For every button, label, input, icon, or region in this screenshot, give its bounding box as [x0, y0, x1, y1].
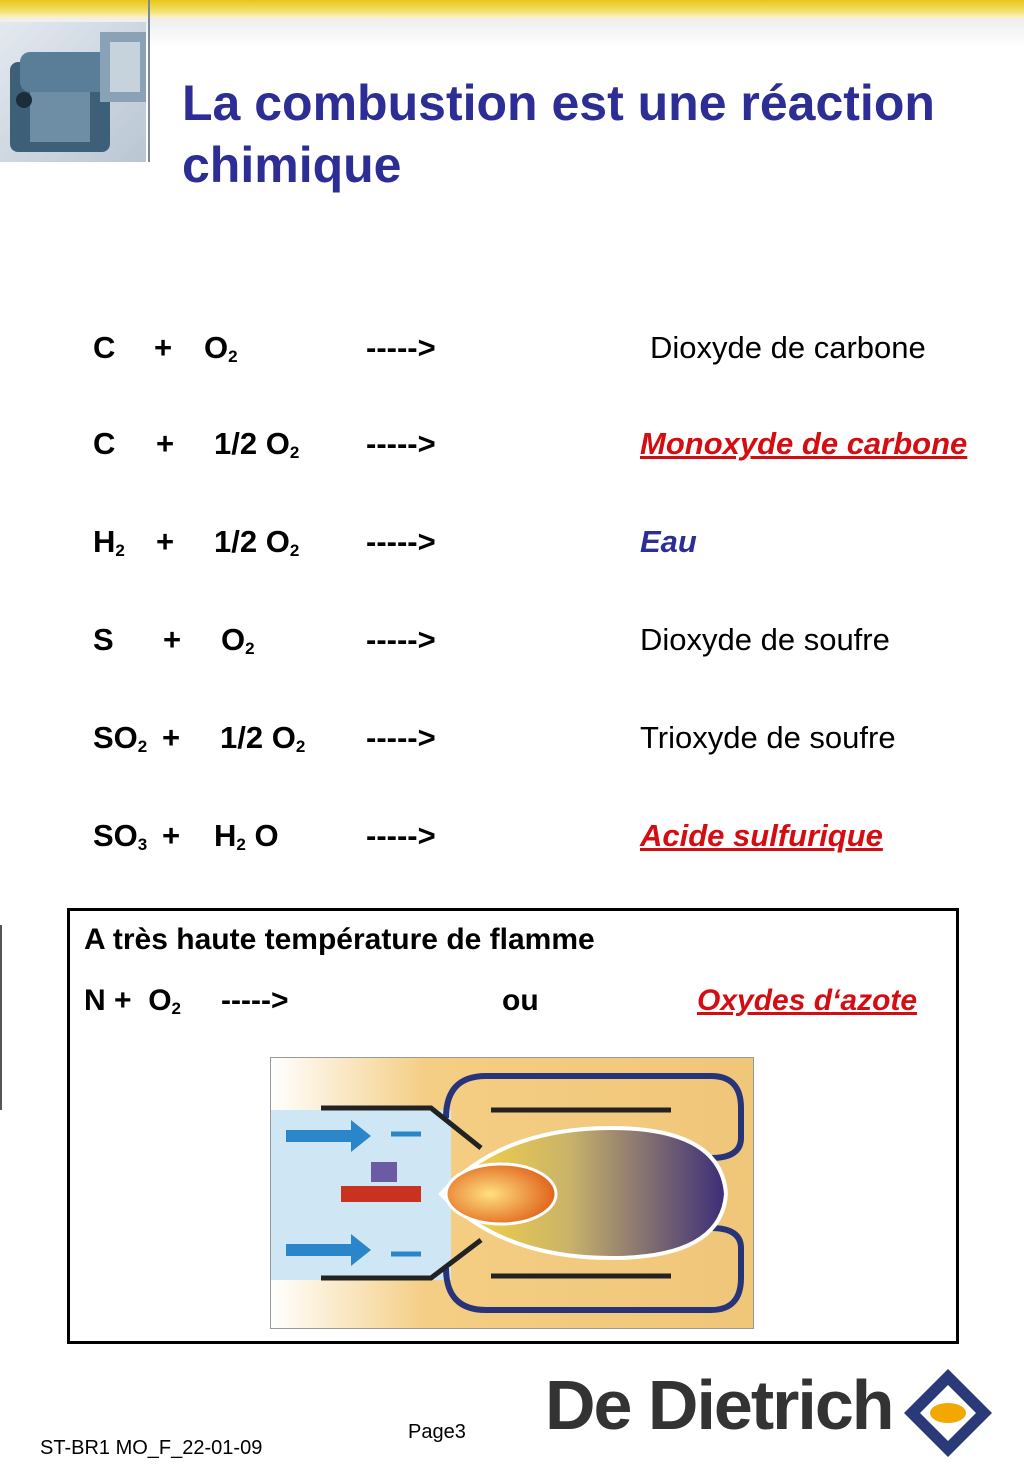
reactant-2: 1/2 $O_2$ [220, 720, 306, 756]
page-title: La combustion est une réaction chimique [182, 75, 935, 193]
reaction-arrow: -----> [366, 426, 436, 461]
reactant-1: $SO_3$ [93, 818, 148, 854]
reactant-1: S [93, 622, 114, 657]
reactant-1: $SO_2$ [93, 720, 148, 756]
burner-flame-diagram [270, 1057, 754, 1329]
reactant-2: $O_2$ [221, 622, 255, 658]
plus-sign: + [156, 426, 175, 461]
reactant-2: $O_2$ [204, 330, 238, 366]
reaction-arrow: -----> [366, 524, 436, 559]
top-bar-shadow [0, 18, 1024, 48]
reactant-2: $H_2$ O [214, 818, 279, 854]
equation-row [0, 426, 1024, 466]
brand-logo-text: De Dietrich [545, 1366, 893, 1444]
product: Monoxyde de carbone [640, 426, 968, 461]
page-number: Page3 [408, 1421, 466, 1443]
nox-reactants: $N + O_2$ [84, 984, 182, 1018]
plus-sign: + [156, 524, 175, 559]
reaction-arrow: -----> [366, 818, 436, 853]
plus-sign: + [162, 720, 181, 755]
or-text: ou [502, 984, 539, 1017]
equation-row [0, 818, 1024, 858]
equation-row [0, 330, 1024, 370]
top-bar [0, 0, 1024, 18]
equation-row [0, 524, 1024, 564]
equation-row [0, 720, 1024, 760]
plus-sign: + [163, 622, 182, 657]
reactant-2: 1/2 $O_2$ [214, 524, 300, 560]
reactant-1: C [93, 426, 116, 461]
product: Dioxyde de carbone [650, 330, 926, 365]
reaction-arrow: -----> [366, 720, 436, 755]
reactant-1: C [93, 330, 116, 365]
box-heading: A très haute température de flamme [84, 923, 595, 956]
product: Eau [640, 524, 697, 559]
equation-row [0, 622, 1024, 662]
product: Trioxyde de soufre [640, 720, 896, 755]
header-divider [148, 0, 150, 162]
product: Acide sulfurique [640, 818, 883, 853]
document-reference: ST-BR1 MO_F_22-01-09 [40, 1437, 263, 1459]
plus-sign: + [162, 818, 181, 853]
product: Dioxyde de soufre [640, 622, 890, 657]
reaction-arrow: -----> [366, 330, 436, 365]
reactant-1: $H_2$ [93, 524, 125, 560]
reactant-2: 1/2 $O_2$ [214, 426, 300, 462]
plus-sign: + [154, 330, 173, 365]
reaction-arrow: -----> [366, 622, 436, 657]
nox-product: Oxydes d‘azote [697, 984, 918, 1017]
left-edge-mark [0, 925, 2, 1110]
burner-product-image [0, 22, 146, 162]
brand-diamond-icon [900, 1365, 996, 1461]
nox-arrow: -----> [221, 984, 289, 1017]
